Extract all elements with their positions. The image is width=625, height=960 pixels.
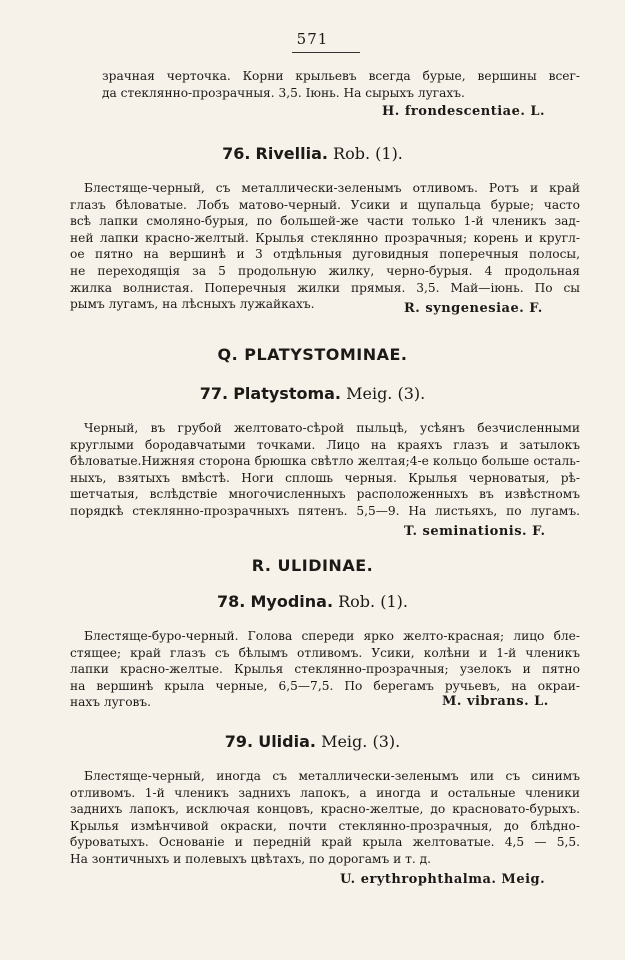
text-line: круглыми бородавчатыми точками. Лицо на краяхъ глазъ и затылокъ: [70, 437, 580, 452]
species-citation: R. syngenesiae. F.: [404, 301, 543, 316]
text-line: да стеклянно-прозрачныя. 3,5. Іюнь. На сырыхъ лугахъ.: [102, 85, 465, 100]
species-citation: H. frondescentiae. L.: [382, 104, 546, 119]
genus-author: Meig. (3).: [346, 384, 426, 403]
genus-name: Myodina.: [250, 592, 334, 611]
text-line: Черный, въ грубой желтовато-сѣрой пыльцѣ, усѣянъ безчисленными: [84, 421, 580, 435]
genus-name: Platystoma.: [233, 384, 341, 403]
text-line: глазъ бѣловатые. Лобъ матово-черный. Усики и щупальца бурые; часто: [70, 197, 580, 212]
text-line: рымъ лугамъ, на лѣсныхъ лужайкахъ.: [70, 297, 315, 312]
text-line: Блестяще-буро-черный. Голова спереди ярко желто-красная; лицо бле-: [84, 629, 580, 643]
genus-heading-76: [0, 144, 625, 163]
genus-name: Rivellia.: [255, 144, 328, 163]
text-line: всѣ лапки смоляно-бурыя, по большей-же части только 1-й членикъ зад-: [70, 214, 580, 229]
genus-heading-77: [0, 384, 625, 403]
text-line: на вершинѣ крыла черные, 6,5—7,5. По берегамъ ручьевъ, на окраи-: [70, 678, 580, 693]
genus-heading-78: [0, 592, 625, 611]
genus-heading-79: [0, 732, 625, 751]
species-citation: M. vibrans. L.: [442, 694, 549, 709]
text-line: буроватыхъ. Основаніе и передній край крыла желтоватые. 4,5 — 5,5.: [70, 835, 580, 850]
species-citation: T. seminationis. F.: [404, 524, 546, 539]
text-line: На зонтичныхъ и полевыхъ цвѣтахъ, по дорогамъ и т. д.: [70, 851, 431, 866]
text-line: ней лапки красно-желтый. Крылья стеклянно прозрачныя; корень и кругл-: [70, 230, 580, 245]
genus-number: 78.: [217, 592, 246, 611]
description-76: [70, 180, 580, 313]
text-line: ныхъ, взятыхъ вмѣстѣ. Ноги сплошь черныя. Крылья черноватыя, рѣ-: [70, 470, 580, 485]
subfamily-heading-q: Q. PLATYSTOMINAE.: [217, 345, 408, 364]
genus-author: Rob. (1).: [333, 144, 403, 163]
text-line: отливомъ. 1-й членикъ заднихъ лапокъ, а иногда и остальные членики: [70, 785, 580, 800]
text-line: стящее; край глазъ съ бѣлымъ отливомъ. Усики, колѣни и 1-й членикъ: [70, 645, 580, 660]
genus-author: Rob. (1).: [338, 592, 408, 611]
genus-number: 79.: [224, 732, 254, 751]
genus-number: 76.: [222, 144, 251, 163]
text-line: Крылья измѣнчивой окраски, почти стеклянно-прозрачныя, до блѣдно-: [70, 818, 580, 833]
text-line: Блестяще-черный, иногда съ металлически-зеленымъ или съ синимъ: [84, 769, 580, 783]
text-line: ое пятно на вершинѣ и 3 отдѣльныя дуговидныя поперечныя полосы,: [70, 247, 580, 262]
text-line: заднихъ лапокъ, исключая концовъ, красно-желтые, до красновато-бурыхъ.: [70, 802, 580, 817]
page-number: 571: [296, 30, 329, 48]
species-citation: U. erythrophthalma. Meig.: [340, 872, 546, 887]
text-line: порядкѣ стеклянно-прозрачныхъ пятенъ. 5,5—9. На листьяхъ, по лугамъ.: [70, 503, 580, 518]
text-line: нахъ луговъ.: [70, 695, 152, 710]
text-line: жилка волнистая. Поперечныя жилки прямыя. 3,5. Май—іюнь. По сы: [70, 280, 580, 295]
intro-paragraph: [70, 68, 580, 101]
text-line: лапки красно-желтые. Крылья стеклянно-прозрачныя; узелокъ и пятно: [70, 662, 580, 677]
subfamily-heading-r: R. ULIDINAE.: [251, 556, 374, 575]
description-79: [70, 768, 580, 868]
text-line: не переходящія за 5 продольную жилку, черно-бурыя. 4 продольная: [70, 263, 580, 278]
genus-number: 77.: [199, 384, 229, 403]
text-line: Блестяще-черный, съ металлически-зеленымъ отливомъ. Ротъ и край: [84, 181, 580, 195]
text-line: зрачная черточка. Корни крыльевъ всегда бурые, вершины всег-: [102, 69, 580, 83]
description-77: [70, 420, 580, 520]
genus-author: Meig. (3).: [321, 732, 401, 751]
text-line: шетчатыя, вслѣдствіе многочисленныхъ расположенныхъ въ извѣстномъ: [70, 487, 580, 502]
genus-name: Ulidia.: [258, 732, 316, 751]
header-rule: [292, 52, 360, 53]
text-line: бѣловатые.Нижняя сторона брюшка свѣтло желтая;4-е кольцо больше осталь-: [70, 454, 580, 469]
